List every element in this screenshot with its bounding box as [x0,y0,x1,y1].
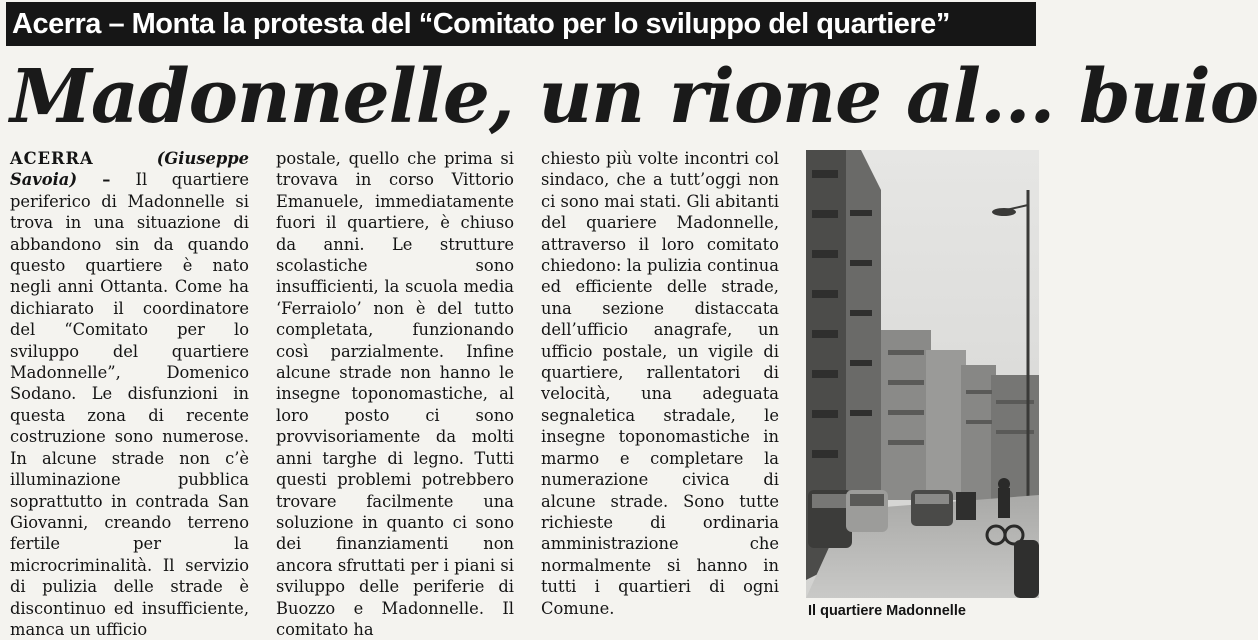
article-column-2 [276,148,514,639]
article-kicker: Acerra – Monta la protesta del “Comitato per lo sviluppo del quartiere” [6,2,1036,46]
article-headline: Madonnelle, un rione al... buio [10,54,1258,140]
byline-dash: – [77,170,136,190]
article-column-3 [541,148,779,618]
byline-place: ACERRA [10,149,94,168]
street-photo-image [806,150,1039,598]
column-3-text: chiesto più volte incontri col sindaco, che a tutt’oggi non ci sono mai stati. Gli abitanti del quariere Madonnelle, attraverso il loro comitato chiedono: la pulizia continua ed efficiente delle strade, una sezione distaccata dell’ufficio anagrafe, un ufficio postale, un vigile di quartiere, rallentatori di velocità, una adeguata segnaletica stradale, le insegne toponomastiche in marmo e completare la numerazione civica di alcune strade. Sono tutte richieste di ordinaria amministrazione che normalmente si hanno in tutti i quartieri di ogni Comune. [541,149,779,618]
article-column-1 [10,148,250,639]
street-photo [806,150,1039,598]
byline-author: (Giuseppe Savoia) [10,149,249,190]
photo-caption: Il quartiere Madonnelle [808,603,966,619]
column-2-text: postale, quello che prima si trovava in corso Vittorio Emanuele, immediatamente fuori il quartiere, è chiuso da anni. Le strutture scolastiche sono insufficienti, la scuola media ‘Ferraiolo’ non è del tutto completata, funzionando così parzialmente. Infine alcune strade non hanno le insegne toponomastiche, al loro posto ci sono provvisoriamente da molti anni targhe di legno. Tutti questi problemi potrebbero trovare facilmente una soluzione in quanto ci sono dei finanziamenti non ancora sfruttati per i piani si sviluppo delle periferie di Buozzo e Madonnelle. Il comitato ha [276,149,514,639]
column-1-text: Il quartiere periferico di Madonnelle si trova in una situazione di abbandono sin da quando questo quartiere è nato negli anni Ottanta. Come ha dichiarato il coordinatore del “Comitato per lo sviluppo del quartiere Madonnelle”, Domenico Sodano. Le disfunzioni in questa zona di recente costruzione sono numerose. In alcune strade non c’è illuminazione pubblica soprattutto in contrada San Giovanni, creando terreno fertile per la microcriminalità. Il servizio di pulizia delle strade è discontinuo ed insufficiente, manca un ufficio [10,170,250,639]
